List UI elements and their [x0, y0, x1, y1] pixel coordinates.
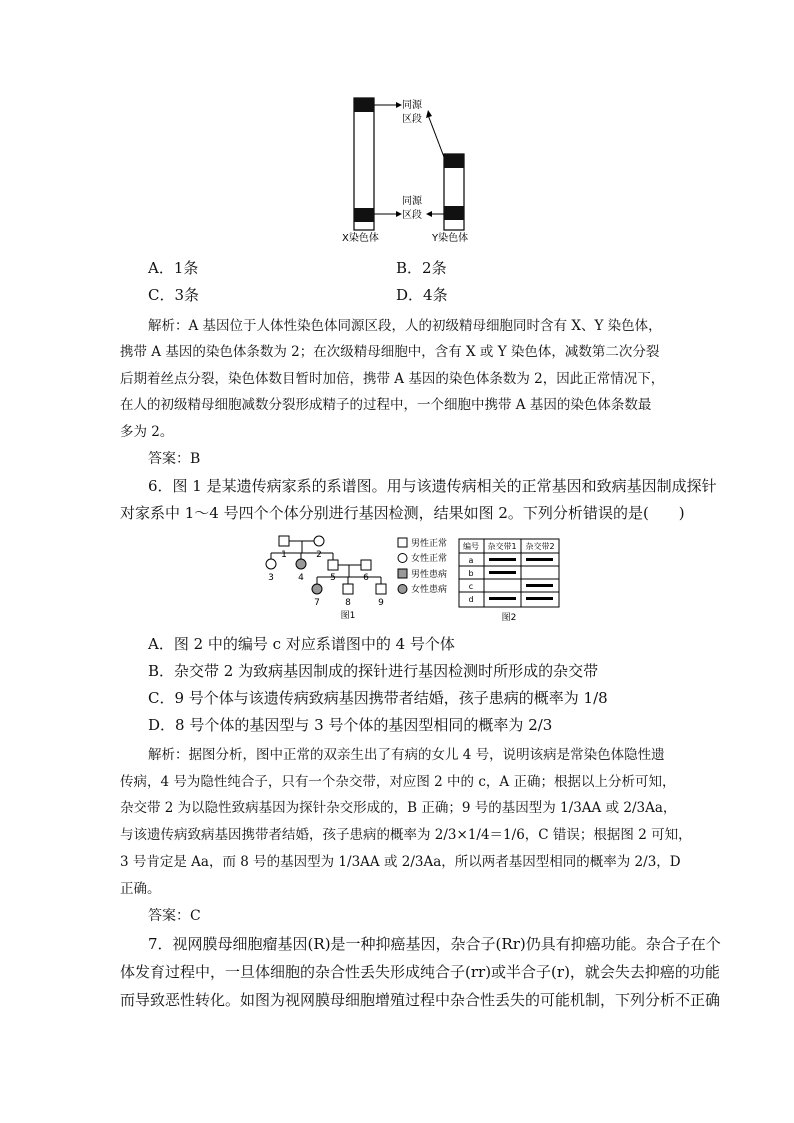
q6-explanation-line-6: 正确。: [120, 881, 161, 897]
q7-stem-line-1: 7．视网膜母细胞瘤基因(R)是一种抑癌基因，杂合子(Rr)仍具有抑癌功能。杂合子在个: [148, 935, 721, 953]
table-header-id: 编号: [463, 542, 479, 551]
homolog-label-top-2: 区段: [402, 114, 422, 125]
table-caption: 图2: [501, 613, 517, 623]
chromosome-figure: [340, 90, 500, 250]
legend: [396, 536, 460, 600]
pedigree-number-4: 4: [298, 573, 304, 583]
q6-answer: 答案：C: [148, 908, 201, 924]
pedigree-number-9: 9: [378, 598, 384, 608]
pedigree-number-6: 6: [363, 573, 369, 583]
q6-explanation-line-2: 传病，4 号为隐性纯合子，只有一个杂交带，对应图 2 中的 c，A 正确；根据以上分析可知，: [120, 774, 676, 790]
q5-explanation-line-2: 携带 A 基因的染色体条数为 2；在次级精母细胞中，含有 X 或 Y 染色体，减数第二次分裂: [120, 344, 660, 360]
q6-stem-line-2: 对家系中 1～4 号四个个体分别进行基因检测，结果如图 2。下列分析错误的是( ): [120, 504, 685, 522]
pedigree-figure: [255, 530, 395, 622]
q5-option-c: C．3条: [148, 286, 200, 304]
q5-explanation-line-3: 后期着丝点分裂，染色体数目暂时加倍，携带 A 基因的染色体条数为 2，因此正常情况下，: [120, 371, 665, 387]
pedigree-caption: 图1: [340, 611, 356, 621]
x-chromosome-caption: X染色体: [342, 233, 379, 244]
pedigree-number-2: 2: [316, 550, 322, 560]
q7-stem-line-3: 而导致恶性转化。如图为视网膜母细胞增殖过程中杂合性丢失的可能机制，下列分析不正确: [120, 991, 721, 1009]
q5-option-a: A．1条: [148, 259, 199, 277]
q5-option-b: B．2条: [396, 259, 447, 277]
table-row-c: c: [468, 582, 474, 591]
legend-male-normal: 男性正常: [411, 539, 448, 549]
q5-option-d: D．4条: [396, 286, 448, 304]
table-row-a: a: [468, 556, 474, 565]
q6-option-c: C．9 号个体与该遗传病致病基因携带者结婚，孩子患病的概率为 1/8: [148, 689, 608, 707]
pedigree-number-1: 1: [281, 550, 287, 560]
table-row-b: b: [468, 569, 474, 578]
q5-explanation-line-5: 多为 2。: [120, 424, 174, 440]
q6-option-b: B．杂交带 2 为致病基因制成的探针进行基因检测时所形成的杂交带: [148, 662, 599, 680]
q6-explanation-line-3: 杂交带 2 为以隐性致病基因为探针杂交形成的，B 正确；9 号的基因型为 1/3AA 或 2/3Aa，: [120, 800, 677, 816]
pedigree-number-5: 5: [330, 573, 336, 583]
table-header-band2: 杂交带2: [525, 542, 555, 551]
q6-option-a: A．图 2 中的编号 c 对应系谱图中的 4 号个体: [148, 635, 455, 653]
q5-answer: 答案：B: [148, 451, 201, 467]
y-chromosome-caption: Y染色体: [432, 233, 469, 244]
q6-explanation-line-5: 3 号肯定是 Aa，而 8 号的基因型为 1/3AA 或 2/3Aa，所以两者基因型相同的概率为 2/3，D: [120, 854, 681, 870]
q5-explanation-line-4: 在人的初级精母细胞减数分裂形成精子的过程中，一个细胞中携带 A 基因的染色体条数最: [120, 397, 652, 413]
pedigree-number-8: 8: [345, 598, 351, 608]
homolog-label-bottom-2: 区段: [402, 210, 422, 221]
table-header-band1: 杂交带1: [487, 542, 517, 551]
q5-explanation-line-1: 解析：A 基因位于人体性染色体同源区段，人的初级精母细胞同时含有 X、Y 染色体，: [148, 318, 662, 334]
hybridization-table-figure: [458, 538, 562, 626]
pedigree-number-7: 7: [314, 598, 320, 608]
q7-stem-line-2: 体发育过程中，一旦体细胞的杂合性丢失形成纯合子(rr)或半合子(r)，就会失去抑癌的功能: [120, 963, 720, 981]
legend-female-affected: 女性患病: [411, 585, 448, 595]
table-row-d: d: [468, 595, 474, 604]
pedigree-number-3: 3: [268, 573, 274, 583]
q6-stem-line-1: 6．图 1 是某遗传病家系的系谱图。用与该遗传病相关的正常基因和致病基因制成探针: [148, 477, 717, 495]
q6-option-d: D．8 号个体的基因型与 3 号个体的基因型相同的概率为 2/3: [148, 716, 553, 734]
q6-explanation-line-1: 解析：据图分析，图中正常的双亲生出了有病的女儿 4 号，说明该病是常染色体隐性遗: [148, 747, 665, 763]
homolog-label-bottom-1: 同源: [402, 196, 422, 207]
legend-male-affected: 男性患病: [411, 570, 448, 580]
legend-female-normal: 女性正常: [411, 554, 448, 564]
homolog-label-top-1: 同源: [402, 100, 422, 111]
q6-explanation-line-4: 与该遗传病致病基因携带者结婚，孩子患病的概率为 2/3×1/4＝1/6，C 错误；根据图 2 可知，: [120, 827, 692, 843]
